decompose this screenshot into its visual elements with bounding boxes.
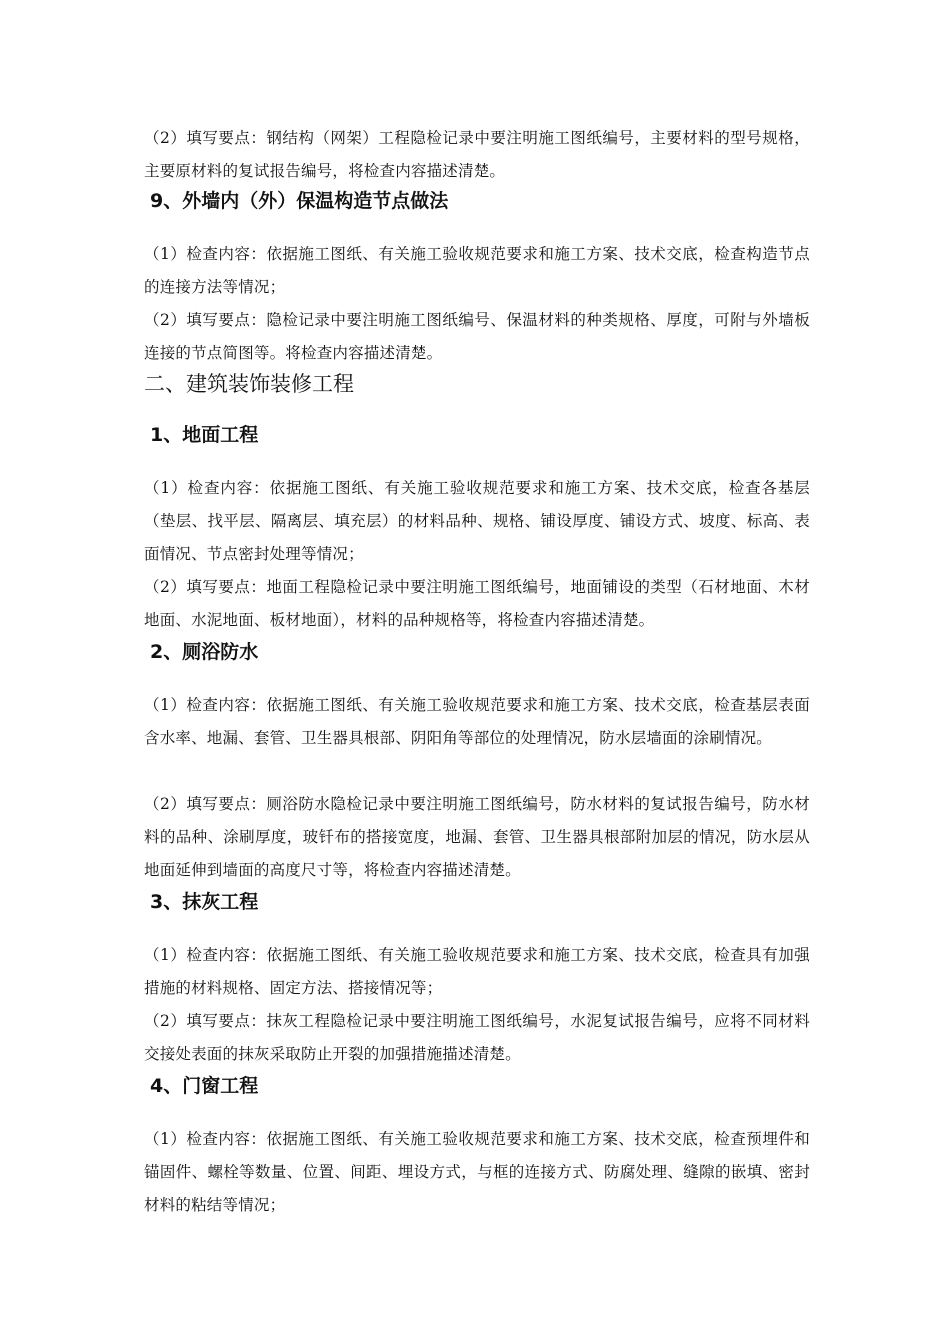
paragraph-text: （1）检查内容：依据施工图纸、有关施工验收规范要求和施工方案、技术交底，检查构造节点的连接方法等情况；: [144, 245, 810, 296]
paragraph-text: （2）填写要点：地面工程隐检记录中要注明施工图纸编号，地面铺设的类型（石材地面、木材地面、水泥地面、板材地面），材料的品种规格等，将检查内容描述清楚。: [144, 578, 810, 629]
heading-insulation: [144, 186, 810, 216]
heading-decoration-section: [144, 368, 810, 400]
heading-floor: [144, 420, 810, 450]
paragraph-text: （1）检查内容：依据施工图纸、有关施工验收规范要求和施工方案、技术交底，检查预埋件和锚固件、螺栓等数量、位置、间距、埋设方式，与框的连接方式、防腐处理、缝隙的嵌填、密封材料的粘结等情况；: [144, 1130, 810, 1214]
paragraph-text: （2）填写要点：厕浴防水隐检记录中要注明施工图纸编号，防水材料的复试报告编号，防水材料的品种、涂刷厚度，玻钎布的搭接宽度，地漏、套管、卫生器具根部附加层的情况，防水层从地面延伸到墙面的高度尺寸等，将检查内容描述清楚。: [144, 795, 810, 879]
section-heading: 4、门窗工程: [150, 1075, 259, 1097]
paragraph-text: （2）填写要点：隐检记录中要注明施工图纸编号、保温材料的种类规格、厚度，可附与外墙板连接的节点简图等。将检查内容描述清楚。: [144, 311, 810, 362]
heading-plaster: [144, 887, 810, 917]
chapter-heading: 二、建筑装饰装修工程: [144, 372, 354, 396]
heading-bathroom-waterproof: [144, 637, 810, 667]
paragraph-steel-fill-points: [144, 122, 810, 188]
section-heading: 1、地面工程: [150, 424, 259, 446]
paragraph-bathroom-fill: [144, 788, 810, 887]
section-heading: 3、抹灰工程: [150, 891, 259, 913]
paragraph-plaster-check: [144, 939, 810, 1005]
paragraph-text: （1）检查内容：依据施工图纸、有关施工验收规范要求和施工方案、技术交底，检查各基层（垫层、找平层、隔离层、填充层）的材料品种、规格、铺设厚度、铺设方式、坡度、标高、表面情况、节点密封处理等情况；: [144, 479, 810, 563]
paragraph-windows-check: [144, 1123, 810, 1222]
paragraph-floor-check: [144, 472, 810, 571]
paragraph-text: （1）检查内容：依据施工图纸、有关施工验收规范要求和施工方案、技术交底，检查基层表面含水率、地漏、套管、卫生器具根部、阴阳角等部位的处理情况，防水层墙面的涂刷情况。: [144, 696, 810, 747]
section-heading: 9、外墙内（外）保温构造节点做法: [150, 190, 449, 212]
heading-windows: [144, 1071, 810, 1101]
paragraph-text: （1）检查内容：依据施工图纸、有关施工验收规范要求和施工方案、技术交底，检查具有加强措施的材料规格、固定方法、搭接情况等；: [144, 946, 810, 997]
section-heading: 2、厕浴防水: [150, 641, 259, 663]
paragraph-text: （2）填写要点：钢结构（网架）工程隐检记录中要注明施工图纸编号，主要材料的型号规格，主要原材料的复试报告编号，将检查内容描述清楚。: [144, 129, 810, 180]
paragraph-text: （2）填写要点：抹灰工程隐检记录中要注明施工图纸编号，水泥复试报告编号，应将不同材料交接处表面的抹灰采取防止开裂的加强措施描述清楚。: [144, 1012, 810, 1063]
paragraph-floor-fill: [144, 571, 810, 637]
paragraph-insulation-fill: [144, 304, 810, 370]
paragraph-bathroom-check: [144, 689, 810, 755]
paragraph-plaster-fill: [144, 1005, 810, 1071]
paragraph-insulation-check: [144, 238, 810, 304]
